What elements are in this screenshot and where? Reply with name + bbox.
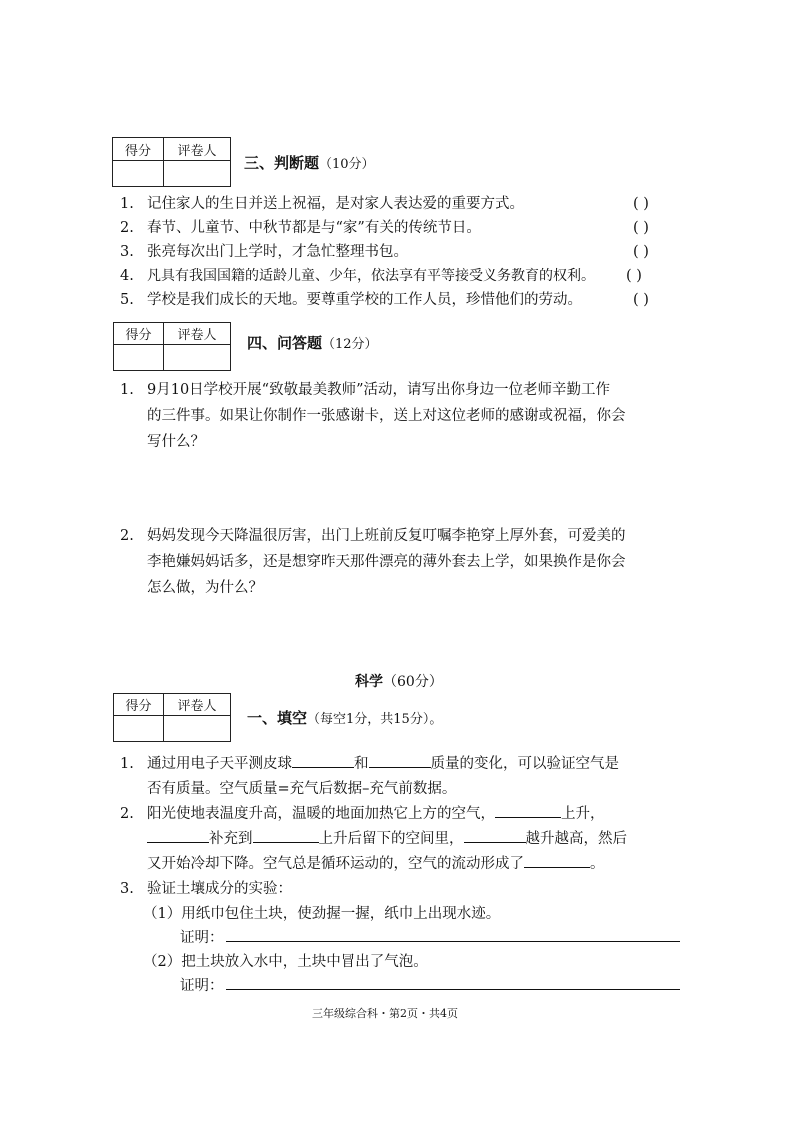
fill-blank[interactable] bbox=[253, 828, 319, 843]
section-title-judgment bbox=[244, 152, 375, 173]
science-q3-sub-2: （2）把土块放入水中，土块中冒出了气泡。 bbox=[143, 954, 428, 970]
grader-label: 评卷人 bbox=[164, 323, 231, 345]
score-box bbox=[113, 693, 231, 742]
score-cell[interactable] bbox=[114, 716, 164, 742]
item-number: 5. bbox=[120, 292, 134, 308]
judgment-item-3: 张亮每次出门上学时，才急忙整理书包。 bbox=[147, 244, 408, 260]
question-number: 1. bbox=[120, 756, 134, 772]
answer-paren[interactable]: ( ) bbox=[633, 196, 649, 212]
page-footer: 三年级综合科・第2页・共4页 bbox=[312, 1007, 458, 1020]
question-1-line-3: 写什么？ bbox=[147, 434, 205, 450]
science-q2-line-3 bbox=[147, 852, 605, 876]
question-number: 2. bbox=[120, 806, 134, 822]
section-title-qa bbox=[247, 332, 378, 353]
fill-blank[interactable] bbox=[464, 828, 526, 843]
science-q2-line-2 bbox=[147, 827, 627, 851]
score-label: 得分 bbox=[113, 138, 164, 161]
proof-label: 证明： bbox=[180, 930, 224, 946]
score-box bbox=[113, 322, 231, 371]
score-cell[interactable] bbox=[113, 161, 164, 187]
section-title-text: 三、判断题 bbox=[244, 154, 320, 172]
science-q1-line-2: 否有质量。空气质量=充气后数据–充气前数据。 bbox=[147, 781, 457, 797]
science-q2-line-1 bbox=[147, 802, 605, 826]
fill-blank[interactable] bbox=[292, 753, 354, 768]
judgment-item-4: 凡具有我国国籍的适龄儿童、少年，依法享有平等接受义务教育的权利。 bbox=[147, 268, 595, 284]
text-segment: 越升越高，然后 bbox=[525, 831, 627, 847]
science-q3-intro: 验证土壤成分的实验： bbox=[147, 881, 292, 897]
text-segment: 通过用电子天平测皮球 bbox=[147, 756, 292, 772]
science-q3-sub-1: （1）用纸巾包住土块，使劲握一握，纸巾上出现水迹。 bbox=[143, 906, 501, 922]
fill-blank[interactable] bbox=[369, 753, 431, 768]
question-number: 3. bbox=[120, 881, 134, 897]
score-label: 得分 bbox=[114, 694, 164, 716]
grader-cell[interactable] bbox=[164, 161, 231, 187]
grader-cell[interactable] bbox=[164, 345, 231, 371]
question-1-line-2: 的三件事。如果让你制作一张感谢卡，送上对这位老师的感谢或祝福，你会 bbox=[147, 408, 626, 424]
question-number: 1. bbox=[120, 382, 134, 398]
section-title-text: 四、问答题 bbox=[247, 334, 323, 352]
grader-cell[interactable] bbox=[164, 716, 231, 742]
question-1-line-1: 9月10日学校开展“致敬最美教师”活动，请写出你身边一位老师辛勤工作 bbox=[147, 382, 610, 398]
answer-line[interactable] bbox=[226, 989, 680, 990]
question-number: 2. bbox=[120, 528, 134, 544]
text-segment: 又开始冷却下降。空气总是循环运动的，空气的流动形成了 bbox=[147, 856, 524, 872]
judgment-item-5: 学校是我们成长的天地。要尊重学校的工作人员，珍惜他们的劳动。 bbox=[147, 292, 582, 308]
item-number: 3. bbox=[120, 244, 134, 260]
judgment-item-1: 记住家人的生日并送上祝福，是对家人表达爱的重要方式。 bbox=[147, 196, 524, 212]
section-points: （10分） bbox=[319, 157, 375, 172]
science-points: （60分） bbox=[383, 674, 443, 690]
judgment-item-2: 春节、儿童节、中秋节都是与“家”有关的传统节日。 bbox=[147, 220, 481, 236]
item-number: 2. bbox=[120, 220, 134, 236]
section-points: （12分） bbox=[322, 337, 378, 352]
fill-blank[interactable] bbox=[495, 803, 561, 818]
score-box bbox=[112, 137, 231, 187]
grader-label: 评卷人 bbox=[164, 694, 231, 716]
fill-blank[interactable] bbox=[147, 828, 209, 843]
section-title-text: 一、填空 bbox=[247, 709, 308, 727]
answer-line[interactable] bbox=[226, 941, 680, 942]
text-segment: 阳光使地表温度升高，温暖的地面加热它上方的空气， bbox=[147, 806, 495, 822]
answer-paren[interactable]: ( ) bbox=[626, 268, 642, 284]
text-segment: 上升后留下的空间里， bbox=[318, 831, 464, 847]
text-segment: 。 bbox=[590, 856, 605, 872]
answer-paren[interactable]: ( ) bbox=[633, 292, 649, 308]
proof-label: 证明： bbox=[180, 978, 224, 994]
score-label: 得分 bbox=[114, 323, 164, 345]
score-cell[interactable] bbox=[114, 345, 164, 371]
answer-paren[interactable]: ( ) bbox=[633, 244, 649, 260]
question-2-line-1: 妈妈发现今天降温很厉害，出门上班前反复叮嘱李艳穿上厚外套，可爱美的 bbox=[147, 528, 626, 544]
text-segment: 补充到 bbox=[209, 831, 253, 847]
text-segment: 和 bbox=[354, 756, 369, 772]
science-title bbox=[355, 671, 443, 691]
fill-blank[interactable] bbox=[524, 853, 590, 868]
answer-paren[interactable]: ( ) bbox=[633, 220, 649, 236]
grader-label: 评卷人 bbox=[164, 138, 231, 161]
science-q1-line-1 bbox=[147, 752, 619, 776]
section-title-fill bbox=[247, 707, 442, 728]
question-2-line-2: 李艳嫌妈妈话多，还是想穿昨天那件漂亮的薄外套去上学，如果换作是你会 bbox=[147, 554, 626, 570]
text-segment: 上升， bbox=[561, 806, 605, 822]
text-segment: 质量的变化，可以验证空气是 bbox=[430, 756, 619, 772]
science-title-text: 科学 bbox=[355, 674, 383, 690]
question-2-line-3: 怎么做，为什么？ bbox=[147, 580, 263, 596]
item-number: 4. bbox=[120, 268, 134, 284]
item-number: 1. bbox=[120, 196, 134, 212]
section-points: （每空1分，共15分）。 bbox=[307, 712, 443, 727]
